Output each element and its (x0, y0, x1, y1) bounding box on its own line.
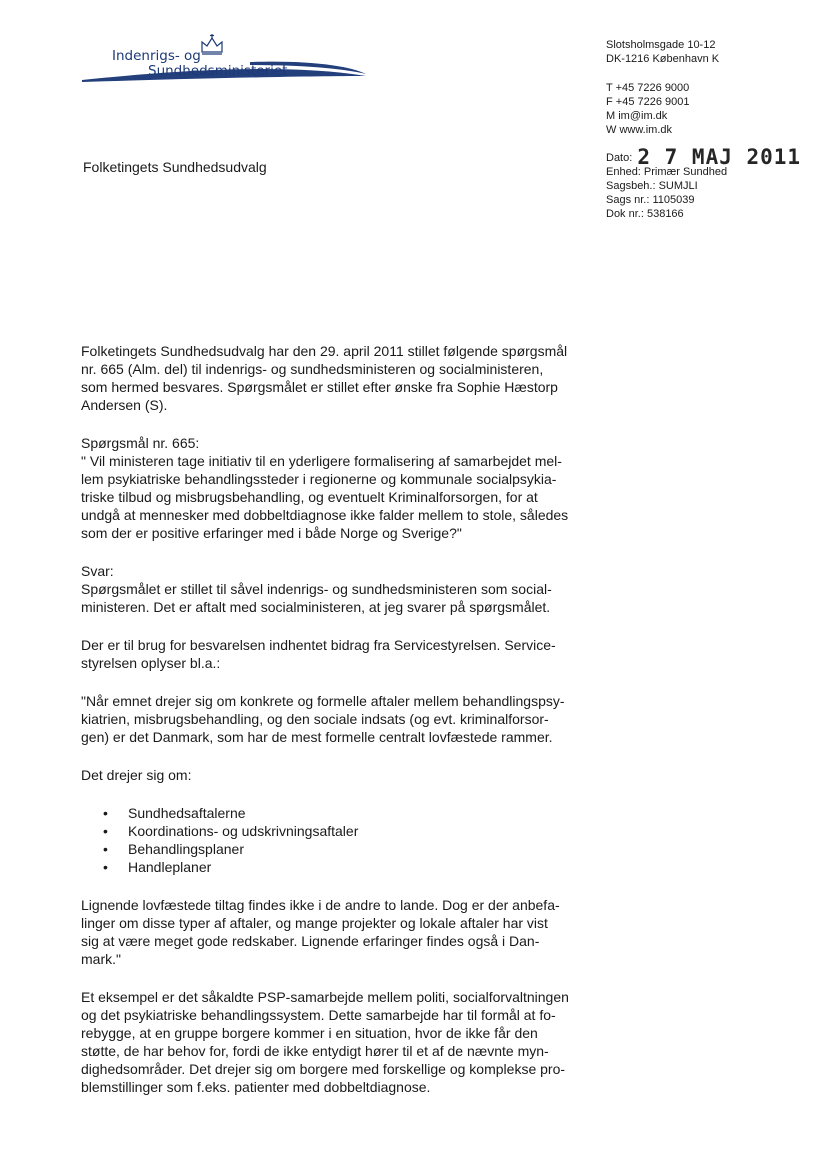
web-link[interactable]: www.im.dk (619, 124, 673, 136)
question-section (81, 434, 581, 542)
contribution-paragraph (81, 636, 581, 672)
text-line: Folketingets Sundhedsudvalg har den 29. april 2011 stillet følgende spørgsmål (81, 343, 568, 359)
bullet-icon: • (103, 823, 108, 839)
text-line: som der er positive erfaringer med i både Norge og Sverige?" (81, 525, 462, 541)
text-line: triske tilbud og misbrugsbehandling, og eventuelt Kriminalforsorgen, for at (81, 489, 538, 505)
list-item-label: Handleplaner (128, 859, 212, 875)
list-item (81, 858, 581, 876)
text-line: som hermed besvares. Spørgsmålet er stillet efter ønske fra Sophie Hæstorp (81, 379, 558, 395)
phone: T +45 7226 9000 (606, 82, 690, 94)
text-line: mark." (81, 951, 121, 967)
text-line: blemstillinger som f.eks. patienter med dobbeltdiagnose. (81, 1079, 431, 1095)
web-line (606, 123, 690, 137)
question-heading: Spørgsmål nr. 665: (81, 435, 200, 451)
bullet-list (81, 804, 581, 876)
text-line: linger om disse typer af aftaler, og mange projekter og lokale aftaler har vist (81, 915, 548, 931)
text-line: undgå at mennesker med dobbeltdiagnose ikke falder mellem to stole, således (81, 507, 569, 523)
date-label: Dato: (606, 152, 633, 164)
text-line: ministeren. Det er aftalt med socialministeren, at jeg svarer på spørgsmålet. (81, 599, 551, 615)
intro-paragraph (81, 342, 581, 414)
similar-paragraph (81, 896, 581, 968)
text-line: Lignende lovfæstede tiltag findes ikke i de andre to lande. Dog er der anbefa- (81, 897, 560, 913)
list-item-label: Behandlingsplaner (128, 841, 244, 857)
mail-line (606, 109, 690, 123)
bullet-icon: • (103, 805, 108, 821)
date-line (606, 145, 802, 169)
date-stamp: 2 7 MAJ 2011 (637, 145, 802, 169)
list-item-label: Koordinations- og udskrivningsaftaler (128, 823, 359, 839)
text-line: og det psykiatriske behandlingssystem. Dette samarbejde har til formål at fo- (81, 1007, 556, 1023)
text-line: " Vil ministeren tage initiativ til en yderligere formalisering af samarbejdet mel- (81, 453, 562, 469)
logo-text-line1: Indenrigs- og (112, 48, 201, 64)
mail-prefix: M (606, 110, 619, 122)
fax: F +45 7226 9001 (606, 96, 690, 108)
quote-paragraph (81, 692, 581, 746)
document-meta (606, 145, 802, 221)
text-line: gen) er det Danmark, som har de mest formelle centralt lovfæstede rammer. (81, 729, 553, 745)
text-line: Et eksempel er det såkaldte PSP-samarbejde mellem politi, socialforvaltningen (81, 989, 569, 1005)
unit: Enhed: Primær Sundhed (606, 166, 728, 178)
text-line: "Når emnet drejer sig om konkrete og formelle aftaler mellem behandlingspsy- (81, 693, 565, 709)
contact-block (606, 81, 690, 137)
web-prefix: W (606, 124, 620, 136)
address-street: Slotsholmsgade 10-12 (606, 39, 716, 51)
text-line: Andersen (S). (81, 397, 168, 413)
bullet-icon: • (103, 841, 108, 857)
list-item (81, 822, 581, 840)
case-handler: Sagsbeh.: SUMJLI (606, 180, 698, 192)
list-intro: Det drejer sig om: (81, 767, 192, 783)
text-line: sig at være meget gode redskaber. Lignende erfaringer findes også i Dan- (81, 933, 540, 949)
answer-section (81, 562, 581, 616)
list-item (81, 804, 581, 822)
logo-text-line2: Sundhedsministeriet (148, 63, 288, 79)
bullet-icon: • (103, 859, 108, 875)
text-line: kiatrien, misbrugsbehandling, og den sociale indsats (og evt. kriminalforsor- (81, 711, 549, 727)
recipient: Folketingets Sundhedsudvalg (83, 159, 267, 175)
example-paragraph (81, 988, 581, 1096)
text-line: styrelsen oplyser bl.a.: (81, 655, 221, 671)
address-city: DK-1216 København K (606, 53, 720, 65)
document-number: Dok nr.: 538166 (606, 208, 684, 220)
text-line: Der er til brug for besvarelsen indhentet bidrag fra Servicestyrelsen. Service- (81, 637, 556, 653)
text-line: støtte, de har behov for, fordi de ikke entydigt hører til et af de nævnte myn- (81, 1043, 549, 1059)
ministry-logo (80, 32, 370, 92)
mail-link[interactable]: im@im.dk (618, 110, 668, 122)
text-line: dighedsområder. Det drejer sig om borgere med forskellige og komplekse pro- (81, 1061, 566, 1077)
sender-address (606, 38, 719, 66)
text-line: Spørgsmålet er stillet til såvel indenrigs- og sundhedsministeren som social- (81, 581, 552, 597)
case-number: Sags nr.: 1105039 (606, 194, 695, 206)
list-item-label: Sundhedsaftalerne (128, 805, 246, 821)
text-line: nr. 665 (Alm. del) til indenrigs- og sundhedsministeren og socialministeren, (81, 361, 544, 377)
text-line: lem psykiatriske behandlingssteder i regionerne og kommunale socialpsykia- (81, 471, 557, 487)
text-line: rebygge, at en gruppe borgere kommer i en situation, hvor de ikke får den (81, 1025, 538, 1041)
letter-body (81, 342, 581, 1096)
answer-heading: Svar: (81, 563, 114, 579)
list-item (81, 840, 581, 858)
